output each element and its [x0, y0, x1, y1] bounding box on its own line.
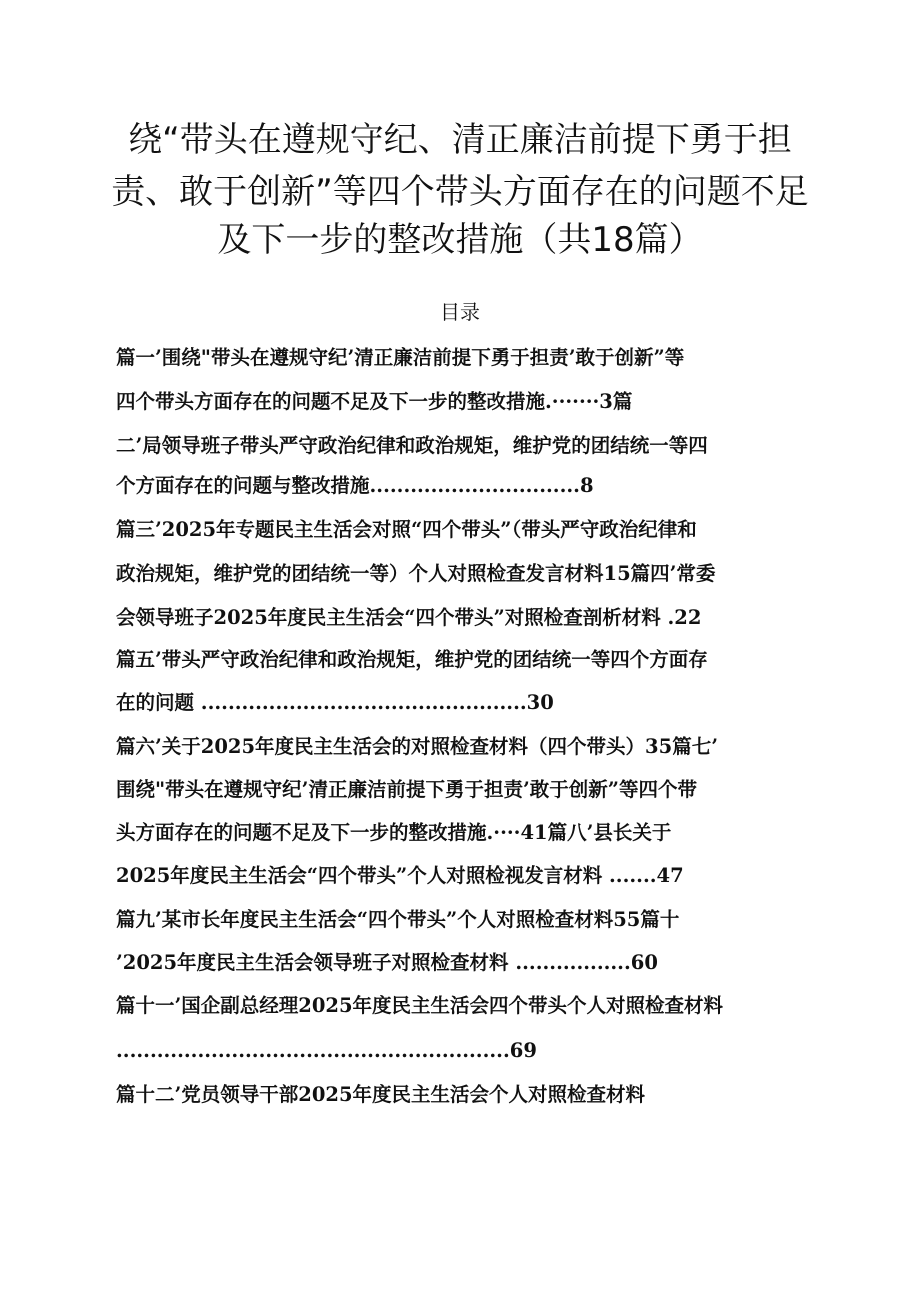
toc-line: ..........................................................69: [116, 1039, 537, 1062]
toc-line: 篇三’2025年专题民主生活会对照“四个带头”（带头严守政治纪律和: [116, 518, 697, 541]
toc-line: 政治规矩，维护党的团结统一等）个人对照检查发言材料15篇四’常委: [116, 562, 716, 585]
toc-line: 二’局领导班子带头严守政治纪律和政治规矩，维护党的团结统一等四: [116, 434, 708, 457]
toc-line: 篇五’带头严守政治纪律和政治规矩，维护党的团结统一等四个方面存: [116, 648, 708, 671]
toc-line: 篇十一’国企副总经理2025年度民主生活会四个带头个人对照检查材料: [116, 994, 724, 1017]
toc-line: 篇十二’党员领导干部2025年度民主生活会个人对照检查材料: [116, 1083, 646, 1106]
document-title-line-1: 绕“带头在遵规守纪、清正廉洁前提下勇于担: [128, 120, 792, 160]
toc-line: 2025年度民主生活会“四个带头”个人对照检视发言材料 .......47: [116, 864, 684, 887]
toc-line: 围绕"带头在遵规守纪’清正廉洁前提下勇于担责’敢于创新”等四个带: [116, 778, 697, 801]
toc-line: 篇九’某市长年度民主生活会“四个带头”个人对照检查材料55篇十: [116, 908, 680, 931]
document-title-line-2: 责、敢于创新”等四个带头方面存在的问题不足: [111, 172, 809, 212]
toc-line: 四个带头方面存在的问题不足及下一步的整改措施.·······3篇: [116, 390, 633, 413]
toc-line: ’2025年度民主生活会领导班子对照检查材料 .................60: [116, 951, 658, 974]
toc-line: 会领导班子2025年度民主生活会“四个带头”对照检查剖析材料 .22: [116, 606, 702, 629]
toc-line: 篇六’关于2025年度民主生活会的对照检查材料（四个带头）35篇七’: [116, 735, 718, 758]
toc-line: 头方面存在的问题不足及下一步的整改措施.····41篇八’县长关于: [116, 821, 672, 844]
toc-heading: 目录: [440, 300, 480, 324]
toc-line: 个方面存在的问题与整改措施...............................8: [116, 474, 594, 497]
document-title-line-3: 及下一步的整改措施（共18篇）: [217, 220, 703, 260]
toc-line: 篇一’围绕"带头在遵规守纪’清正廉洁前提下勇于担责’敢于创新”等: [116, 346, 685, 369]
toc-line: 在的问题 ................................................30: [116, 691, 554, 714]
